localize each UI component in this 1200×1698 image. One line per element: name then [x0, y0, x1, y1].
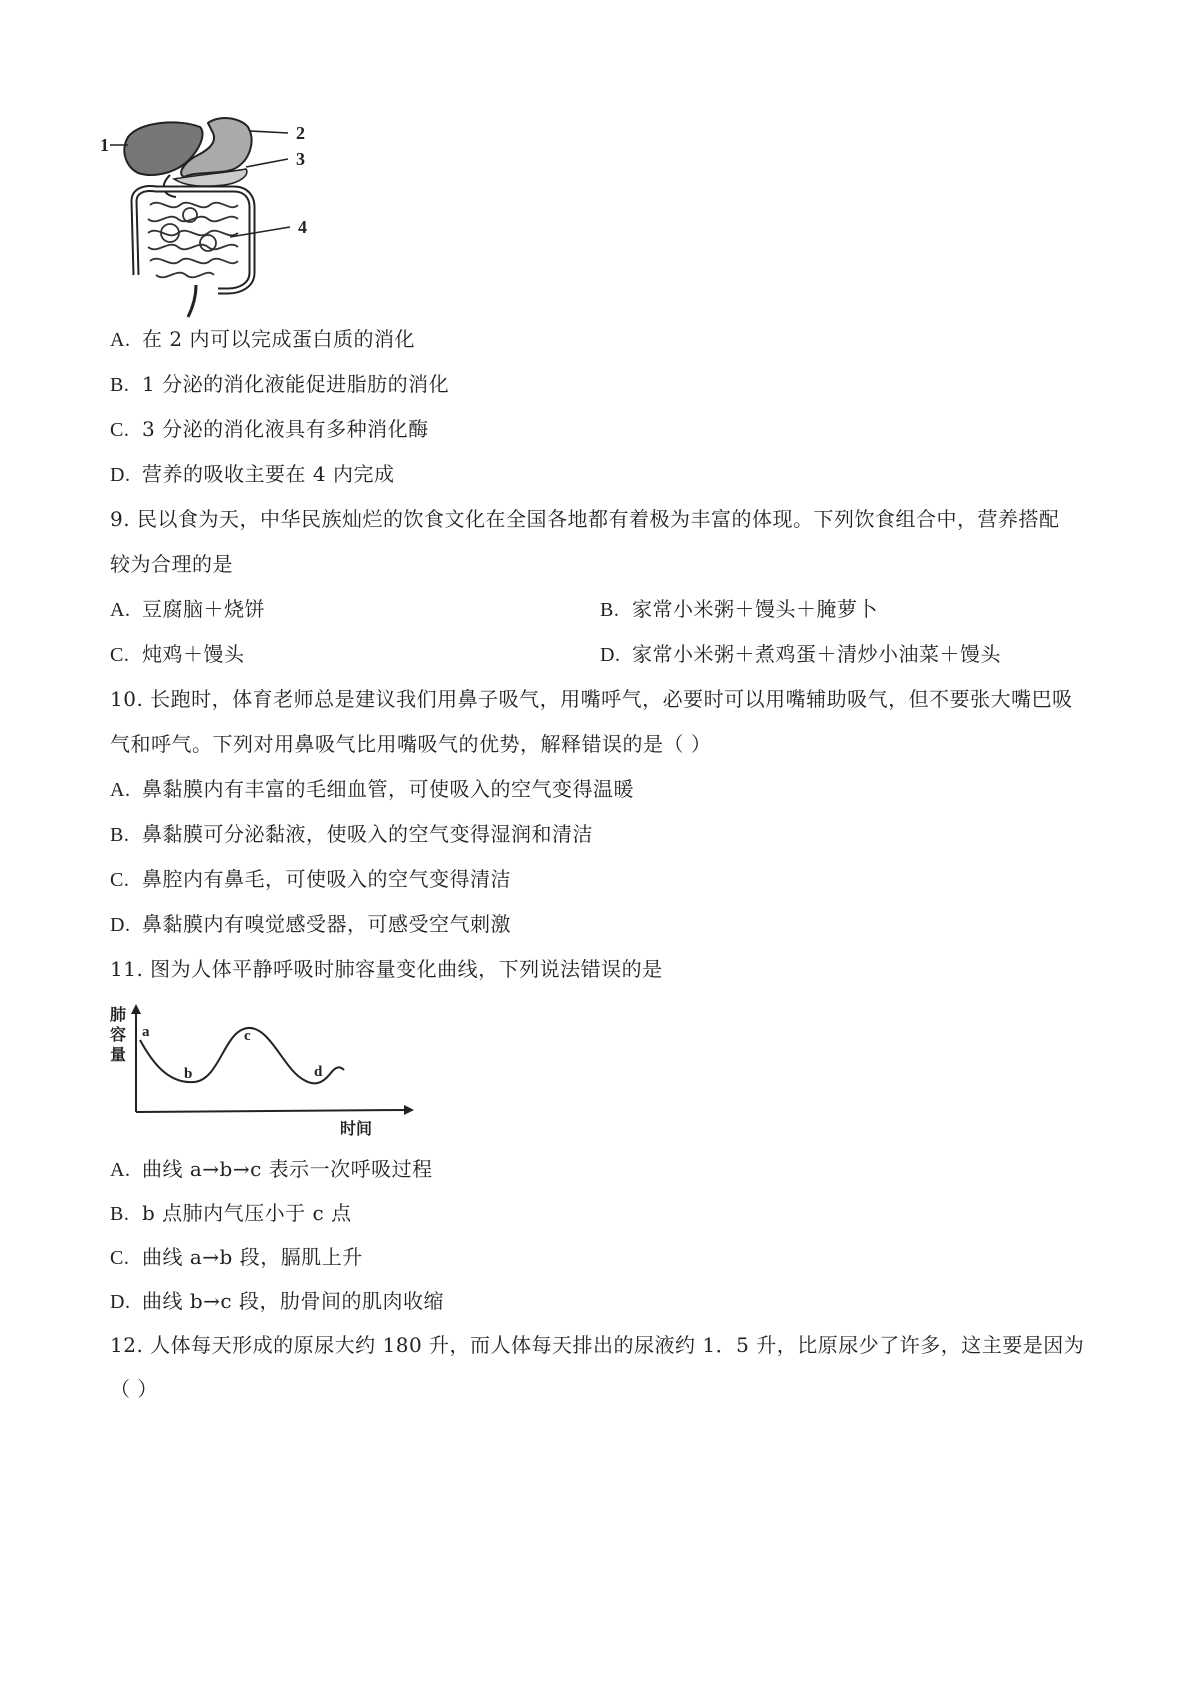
small-intestine-shape [148, 203, 238, 278]
y-label-char-2: 容 [110, 1027, 127, 1044]
label-1: 1 [100, 135, 109, 155]
q9-option-b: B. 家常小米粥＋馒头＋腌萝卜 [600, 597, 878, 621]
q8-option-b: B. 1 分泌的消化液能促进脂肪的消化 [110, 372, 450, 396]
x-axis-arrow [404, 1105, 414, 1115]
point-c-label: c [244, 1028, 251, 1044]
q9-stem-line1: 9. 民以食为天，中华民族灿烂的饮食文化在全国各地都有着极为丰富的体现。下列饮食组合中，营养搭配 [110, 507, 1060, 531]
q10-option-b: B. 鼻黏膜可分泌黏液，使吸入的空气变得湿润和清洁 [110, 822, 593, 846]
q11-stem: 11. 图为人体平静呼吸时肺容量变化曲线，下列说法错误的是 [110, 957, 663, 981]
q12-stem-line2: （ ） [110, 1377, 158, 1401]
q11-option-b: B. b 点肺内气压小于 c 点 [110, 1201, 352, 1225]
q11-option-a: A. 曲线 a→b→c 表示一次呼吸过程 [110, 1157, 433, 1181]
q11-option-c: C. 曲线 a→b 段，膈肌上升 [110, 1245, 363, 1269]
q9-option-a: A. 豆腐脑＋烧饼 [110, 597, 265, 621]
point-a-label: a [142, 1024, 150, 1040]
y-label-char-1: 肺 [110, 1007, 127, 1024]
label-3: 3 [296, 149, 305, 169]
q10-stem-line1: 10. 长跑时，体育老师总是建议我们用鼻子吸气，用嘴呼气，必要时可以用嘴辅助吸气，但不要张大嘴巴吸 [110, 687, 1073, 711]
digestive-system-figure [100, 115, 360, 335]
q8-option-c: C. 3 分泌的消化液具有多种消化酶 [110, 417, 429, 441]
q9-options-row2 [110, 641, 1110, 668]
q8-option-a: A. 在 2 内可以完成蛋白质的消化 [110, 327, 415, 351]
q10-option-d: D. 鼻黏膜内有嗅觉感受器，可感受空气刺激 [110, 912, 511, 936]
q12-stem-line1: 12. 人体每天形成的原尿大约 180 升，而人体每天排出的尿液约 1．5 升，比原尿少了许多，这主要是因为 [110, 1333, 1085, 1357]
q9-stem-line2: 较为合理的是 [110, 552, 233, 576]
q8-option-d: D. 营养的吸收主要在 4 内完成 [110, 462, 395, 486]
point-d-label: d [314, 1064, 323, 1080]
x-axis [136, 1110, 406, 1112]
q9-option-d: D. 家常小米粥＋煮鸡蛋＋清炒小油菜＋馒头 [600, 642, 1001, 666]
lung-volume-curve-figure [108, 1000, 428, 1140]
x-axis-label: 时间 [340, 1121, 373, 1138]
label-2: 2 [296, 123, 305, 143]
q9-option-c: C. 炖鸡＋馒头 [110, 642, 245, 666]
label-4: 4 [298, 217, 307, 237]
q10-option-a: A. 鼻黏膜内有丰富的毛细血管，可使吸入的空气变得温暖 [110, 777, 634, 801]
q11-option-d: D. 曲线 b→c 段，肋骨间的肌肉收缩 [110, 1289, 444, 1313]
y-axis-arrow [131, 1004, 141, 1014]
point-b-label: b [184, 1066, 193, 1082]
q10-stem-line2: 气和呼气。下列对用鼻吸气比用嘴吸气的优势，解释错误的是（ ） [110, 732, 712, 756]
y-label-char-3: 量 [110, 1047, 127, 1064]
q9-options-row1 [110, 596, 1110, 623]
q10-option-c: C. 鼻腔内有鼻毛，可使吸入的空气变得清洁 [110, 867, 511, 891]
